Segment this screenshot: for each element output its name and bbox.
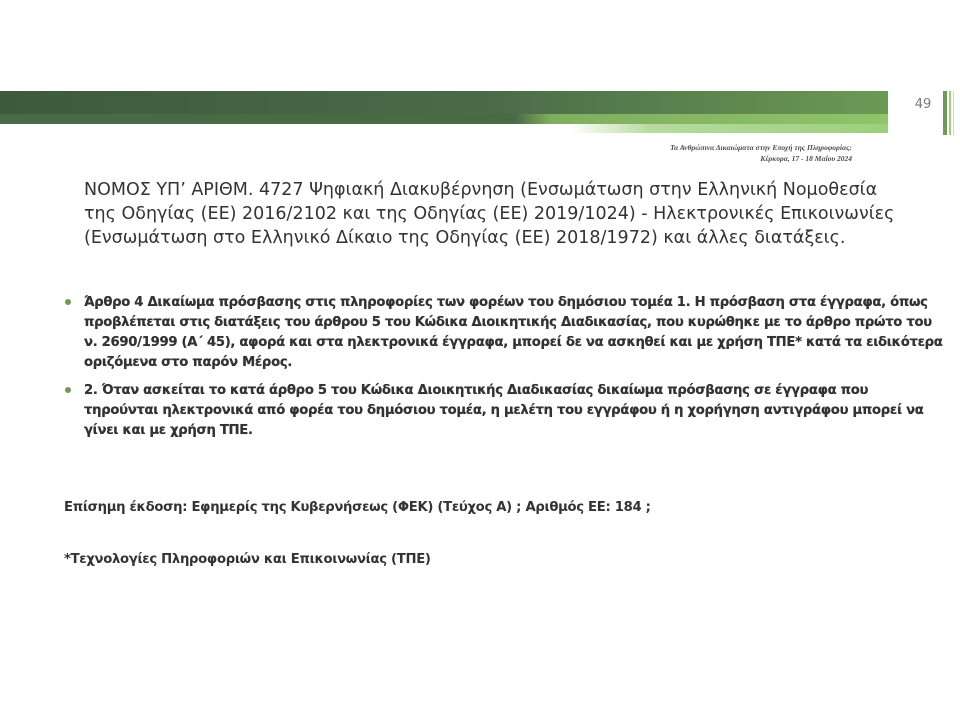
header-band-lower [0,114,888,124]
bullet-item [65,293,945,373]
bullet-text: 2. Όταν ασκείται το κατά άρθρο 5 του Κώδικα Διοικητικής Διαδικασίας δικαίωμα πρόσβασης σε έγγραφα που τηρούνται ηλεκτρονικά από φορέα του δημόσιου τομέα, η μελέτη του εγγράφου ή η χορήγηση αντιγράφου μπορεί να γίνει και με χρήση ΤΠΕ. [84,383,924,438]
bullet-icon [65,387,71,393]
bullet-item [65,381,945,441]
conference-title: Τα Ανθρώπινα Δικαιώματα στην Εποχή της Πληροφορίας: [670,143,852,152]
slide-title: ΝΟΜΟΣ ΥΠ’ ΑΡΙΘΜ. 4727 Ψηφιακή Διακυβέρνηση (Ενσωμάτωση στην Ελληνική Νομοθεσία της Οδηγίας (ΕΕ) 2016/2102 και της Οδηγίας (ΕΕ) 2019/1024) - Ηλεκτρονικές Επικοινωνίες (Ενσωμάτωση στο Ελληνικό Δίκαιο της Οδηγίας (ΕΕ) 2018/1972) και άλλες διατάξεις. [84,180,895,248]
footnote: *Τεχνολογίες Πληροφοριών και Επικοινωνίας (ΤΠΕ) [64,552,431,567]
conference-header [670,142,852,164]
decorative-stripe [953,91,954,135]
decorative-stripe [943,91,947,135]
header-accent-strip [570,124,888,133]
header-band [0,91,888,114]
page-number: 49 [914,97,932,112]
decorative-stripe [949,91,951,135]
conference-place-date: Κέρκυρα, 17 - 18 Μαΐου 2024 [760,154,852,163]
bullet-icon [65,299,71,305]
official-source: Επίσημη έκδοση: Εφημερίς της Κυβερνήσεως (ΦΕΚ) (Τεύχος Α) ; Αριθμός ΕΕ: 184 ; [64,500,651,515]
bullet-list [65,293,945,449]
bullet-text: Άρθρο 4 Δικαίωμα πρόσβασης στις πληροφορίες των φορέων του δημόσιου τομέα 1. Η πρόσβαση στα έγγραφα, όπως προβλέπεται στις διατάξεις του άρθρου 5 του Κώδικα Διοικητικής Διαδικασίας, που κυρώθηκε με το άρθρο πρώτο του ν. 2690/1999 (Α΄ 45), αφορά και στα ηλεκτρονικά έγγραφα, μπορεί δε να ασκηθεί και με χρήση ΤΠΕ* κατά τα ειδικότερα οριζόμενα στο παρόν Μέρος. [84,295,943,370]
